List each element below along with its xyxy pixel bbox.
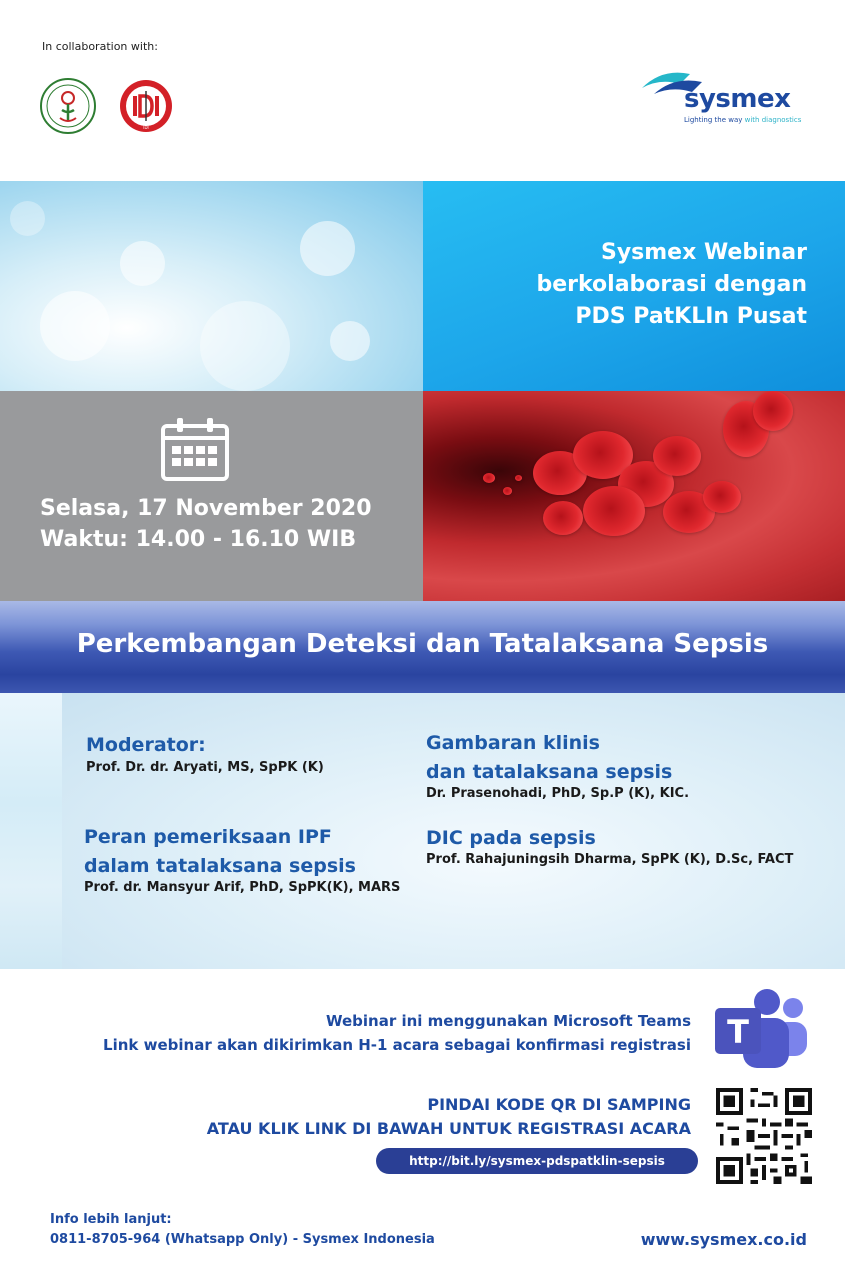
microsoft-teams-icon xyxy=(713,986,809,1072)
moderator-label: Moderator: xyxy=(86,734,206,756)
topic-1-speaker: Prof. dr. Mansyur Arif, PhD, SpPK(K), MARS xyxy=(84,880,401,895)
registration-link[interactable]: http://bit.ly/sysmex-pdspatklin-sepsis xyxy=(376,1148,698,1174)
tagline-main: Lighting the way xyxy=(684,116,745,124)
collaboration-label: In collaboration with: xyxy=(42,40,158,53)
website-link[interactable]: www.sysmex.co.id xyxy=(640,1230,807,1249)
qr-instruction-line-2: ATAU KLIK LINK DI BAWAH UNTUK REGISTRASI ACARA xyxy=(206,1119,691,1138)
idi-logo xyxy=(119,79,173,133)
webinar-title: Perkembangan Deteksi dan Tatalaksana Sepsis xyxy=(76,629,769,659)
sysmex-wordmark: sysmex xyxy=(684,84,791,114)
hero-headline-line-1: Sysmex Webinar xyxy=(600,240,807,265)
teams-info-line-1: Webinar ini menggunakan Microsoft Teams xyxy=(325,1012,691,1030)
topic-1-title-line-1: Peran pemeriksaan IPF xyxy=(84,826,332,848)
moderator-name: Prof. Dr. dr. Aryati, MS, SpPK (K) xyxy=(86,760,324,775)
blood-cells-image xyxy=(423,391,845,601)
tagline-accent: with diagnostics xyxy=(744,116,802,124)
info-label: Info lebih lanjut: xyxy=(50,1212,172,1227)
topic-3-speaker: Prof. Rahajuningsih Dharma, SpPK (K), D.Sc, FACT xyxy=(426,852,794,867)
topic-1-title-line-2: dalam tatalaksana sepsis xyxy=(84,855,356,877)
pds-patklin-logo xyxy=(40,78,96,134)
teams-icon-letter: T xyxy=(727,1013,749,1051)
idi-logo-text: IDI xyxy=(143,125,149,130)
topic-2-title-line-1: Gambaran klinis xyxy=(426,732,600,754)
hero-headline xyxy=(537,237,808,333)
topic-2-title-line-2: dan tatalaksana sepsis xyxy=(426,761,673,783)
event-time: Waktu: 14.00 - 16.10 WIB xyxy=(40,527,357,552)
topic-2-speaker: Dr. Prasenohadi, PhD, Sp.P (K), KIC. xyxy=(426,786,690,801)
title-band xyxy=(0,601,845,693)
event-date: Selasa, 17 November 2020 xyxy=(40,496,372,521)
hero-headline-panel xyxy=(423,181,845,391)
topic-3-title: DIC pada sepsis xyxy=(426,827,596,849)
contact-info: 0811-8705-964 (Whatsapp Only) - Sysmex Indonesia xyxy=(50,1232,435,1247)
calendar-icon xyxy=(160,416,230,482)
qr-instruction-line-1: PINDAI KODE QR DI SAMPING xyxy=(427,1095,691,1114)
sysmex-tagline xyxy=(684,116,801,124)
teams-info-line-2: Link webinar akan dikirimkan H-1 acara sebagai konfirmasi registrasi xyxy=(103,1036,691,1054)
qr-code-icon[interactable] xyxy=(716,1088,812,1184)
hero-headline-line-2: berkolaborasi dengan xyxy=(536,272,807,297)
hero-headline-line-3: PDS PatKLIn Pusat xyxy=(575,304,807,329)
hero-blur-image xyxy=(0,181,423,391)
